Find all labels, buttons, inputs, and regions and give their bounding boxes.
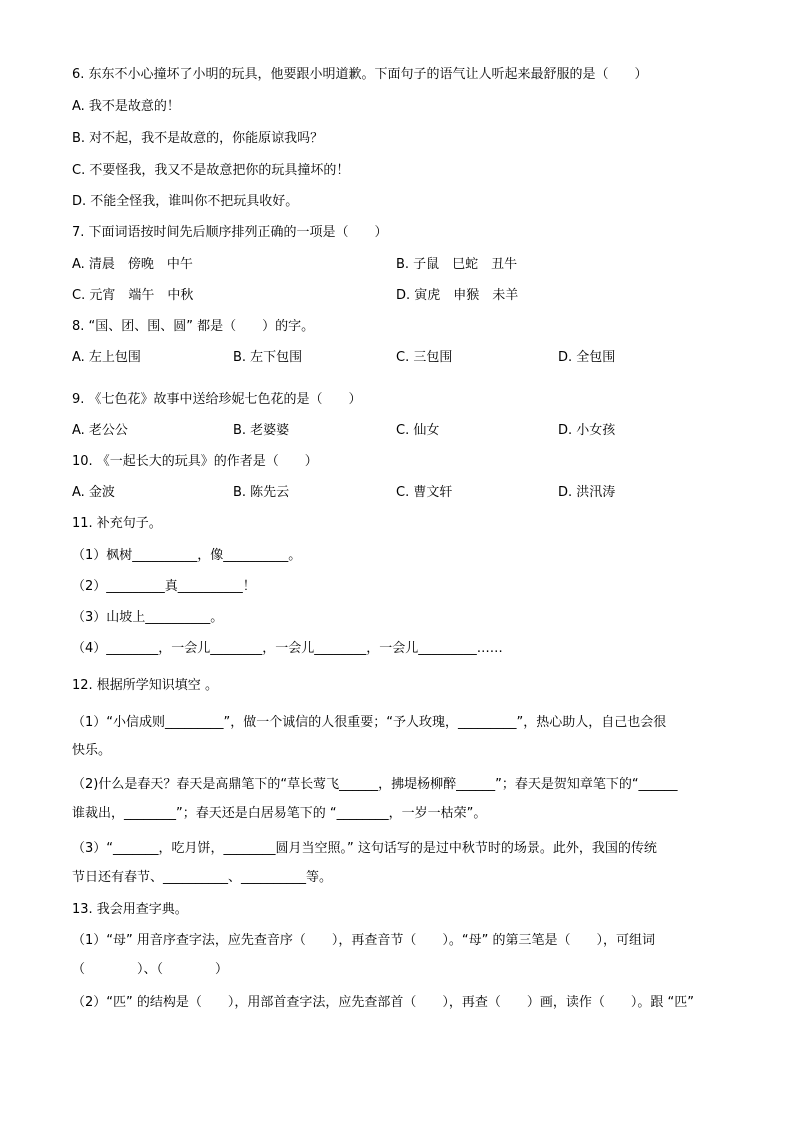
q8-option-b: B. 左下包围 <box>233 350 303 365</box>
q13-stem: 13. 我会用查字典。 <box>72 902 188 917</box>
q12-item-3-line-2: 节日还有春节、__________、__________等。 <box>72 870 333 885</box>
q12-item-1-line-1: （1）“小信成则_________”，做一个诚信的人很重要；“予人玫瑰，_________”，热心助人，自己也会很 <box>72 715 667 730</box>
q9-option-c: C. 仙女 <box>396 423 440 438</box>
q12-item-2-line-2: 谁裁出，________”；春天还是白居易笔下的 “________，一岁一枯荣”。 <box>72 806 487 821</box>
q8-stem: 8. “国、团、围、圆” 都是（ ）的字。 <box>72 319 315 334</box>
q10-option-c: C. 曹文轩 <box>396 485 453 500</box>
q7-option-a: A. 清晨 傍晚 中午 <box>72 257 193 272</box>
q13-item-2-line-1: （2）“匹” 的结构是（ ），用部首查字法，应先查部首（ ），再查（ ）画，读作（ ）。跟 “匹” <box>72 995 694 1010</box>
q12-item-2-line-1: （2)什么是春天？春天是高鼎笔下的“草长莺飞______，拂堤杨柳醉______”；春天是贺知章笔下的“______ <box>72 777 678 792</box>
q6-stem: 6. 东东不小心撞坏了小明的玩具，他要跟小明道歉。下面句子的语气让人听起来最舒服的是（ ） <box>72 67 648 82</box>
q7-option-d: D. 寅虎 申猴 未羊 <box>396 288 519 303</box>
q13-item-1-line-1: （1）“母” 用音序查字法，应先查音序（ ），再查音节（ ）。“母” 的第三笔是（ ），可组词 <box>72 933 655 948</box>
q9-stem: 9. 《七色花》故事中送给珍妮七色花的是（ ） <box>72 392 362 407</box>
q7-option-b: B. 子鼠 巳蛇 丑牛 <box>396 257 518 272</box>
q9-option-d: D. 小女孩 <box>558 423 616 438</box>
q12-item-3-line-1: （3）“_______，吃月饼，________圆月当空照。” 这句话写的是过中秋节时的场景。此外，我国的传统 <box>72 841 657 856</box>
q12-stem: 12. 根据所学知识填空 。 <box>72 678 218 693</box>
q13-item-1-line-2: （ ）、（ ） <box>72 962 229 977</box>
q8-option-c: C. 三包围 <box>396 350 453 365</box>
q11-item-2: （2）_________真__________！ <box>72 579 256 594</box>
q6-option-c: C. 不要怪我，我又不是故意把你的玩具撞坏的！ <box>72 163 350 178</box>
q12-item-1-line-2: 快乐。 <box>72 743 112 758</box>
q10-option-d: D. 洪汛涛 <box>558 485 616 500</box>
q6-option-d: D. 不能全怪我，谁叫你不把玩具收好。 <box>72 194 299 209</box>
q11-stem: 11. 补充句子。 <box>72 516 162 531</box>
q7-stem: 7. 下面词语按时间先后顺序排列正确的一项是（ ） <box>72 225 388 240</box>
q10-option-a: A. 金波 <box>72 485 115 500</box>
q11-item-1: （1）枫树__________，像__________。 <box>72 548 302 563</box>
q6-option-b: B. 对不起，我不是故意的，你能原谅我吗？ <box>72 131 324 146</box>
q10-option-b: B. 陈先云 <box>233 485 290 500</box>
q7-option-c: C. 元宵 端午 中秋 <box>72 288 194 303</box>
q11-item-4: （4）________，一会儿________，一会儿________，一会儿_________…… <box>72 641 503 656</box>
q9-option-a: A. 老公公 <box>72 423 128 438</box>
q8-option-d: D. 全包围 <box>558 350 616 365</box>
q8-option-a: A. 左上包围 <box>72 350 141 365</box>
q11-item-3: （3）山坡上__________。 <box>72 610 224 625</box>
q9-option-b: B. 老婆婆 <box>233 423 290 438</box>
q10-stem: 10. 《一起长大的玩具》的作者是（ ） <box>72 454 318 469</box>
q6-option-a: A. 我不是故意的！ <box>72 99 180 114</box>
